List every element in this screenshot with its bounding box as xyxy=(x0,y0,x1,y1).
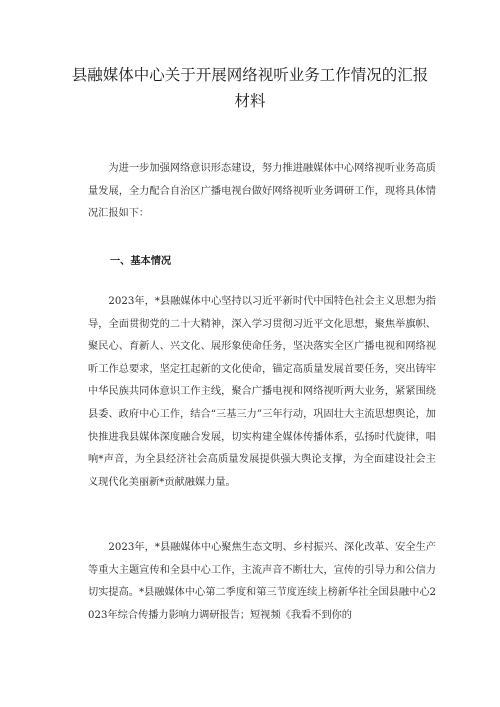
title-line-2: 材料 xyxy=(234,92,266,110)
section1-block-1 xyxy=(88,291,436,494)
section-heading: 一、基本情况 xyxy=(110,256,172,267)
body-paragraph: 2023年，*县融媒体中心坚持以习近平新时代中国特色社会主义思想为指导，全面贯彻党的二十大精神，深入学习贯彻习近平文化思想，聚焦举旗帜、聚民心、育新人、兴文化、展形象使命任务，坚决落实全区广播电视和网络视听工作总要求，坚定扛起新的文化使命，锚定高质量发展首要任务，突出铸牢中华民族共同体意识工作主线，聚合广播电视和网络视听两大业务，紧紧围绕县委、政府中心工作，结合“三基三力”三年行动，巩固壮大主流思想舆论，加快推进我县媒体深度融合发展，切实构建全媒体传播体系，弘扬时代旋律，唱响*声音，为全县经济社会高质量发展提供强大舆论支撑，为全面建设社会主义现代化美丽新*贡献融媒力量。 xyxy=(88,296,436,488)
title-line-1: 县融媒体中心关于开展网络视听业务工作情况的汇报 xyxy=(71,66,429,84)
body-paragraph: 2023年，*县融媒体中心聚焦生态文明、乡村振兴、深化改革、安全生产等重大主题宣传和全县中心工作，主流声音不断壮大，宣传的引导力和公信力切实提高。*县融媒体中心第二季度和第三节度连续上榜新华社全国县融中心2023年综合传播力影响力调研报告；短视频《我看不到你的 xyxy=(88,542,436,621)
intro-block xyxy=(88,158,436,226)
intro-paragraph: 为进一步加强网络意识形态建设，努力推进融媒体中心网络视听业务高质量发展，全力配合自治区广播电视台做好网络视听业务调研工作，现将具体情况汇报如下： xyxy=(88,163,436,220)
document-title xyxy=(70,62,430,114)
section1-block-2 xyxy=(88,537,436,627)
